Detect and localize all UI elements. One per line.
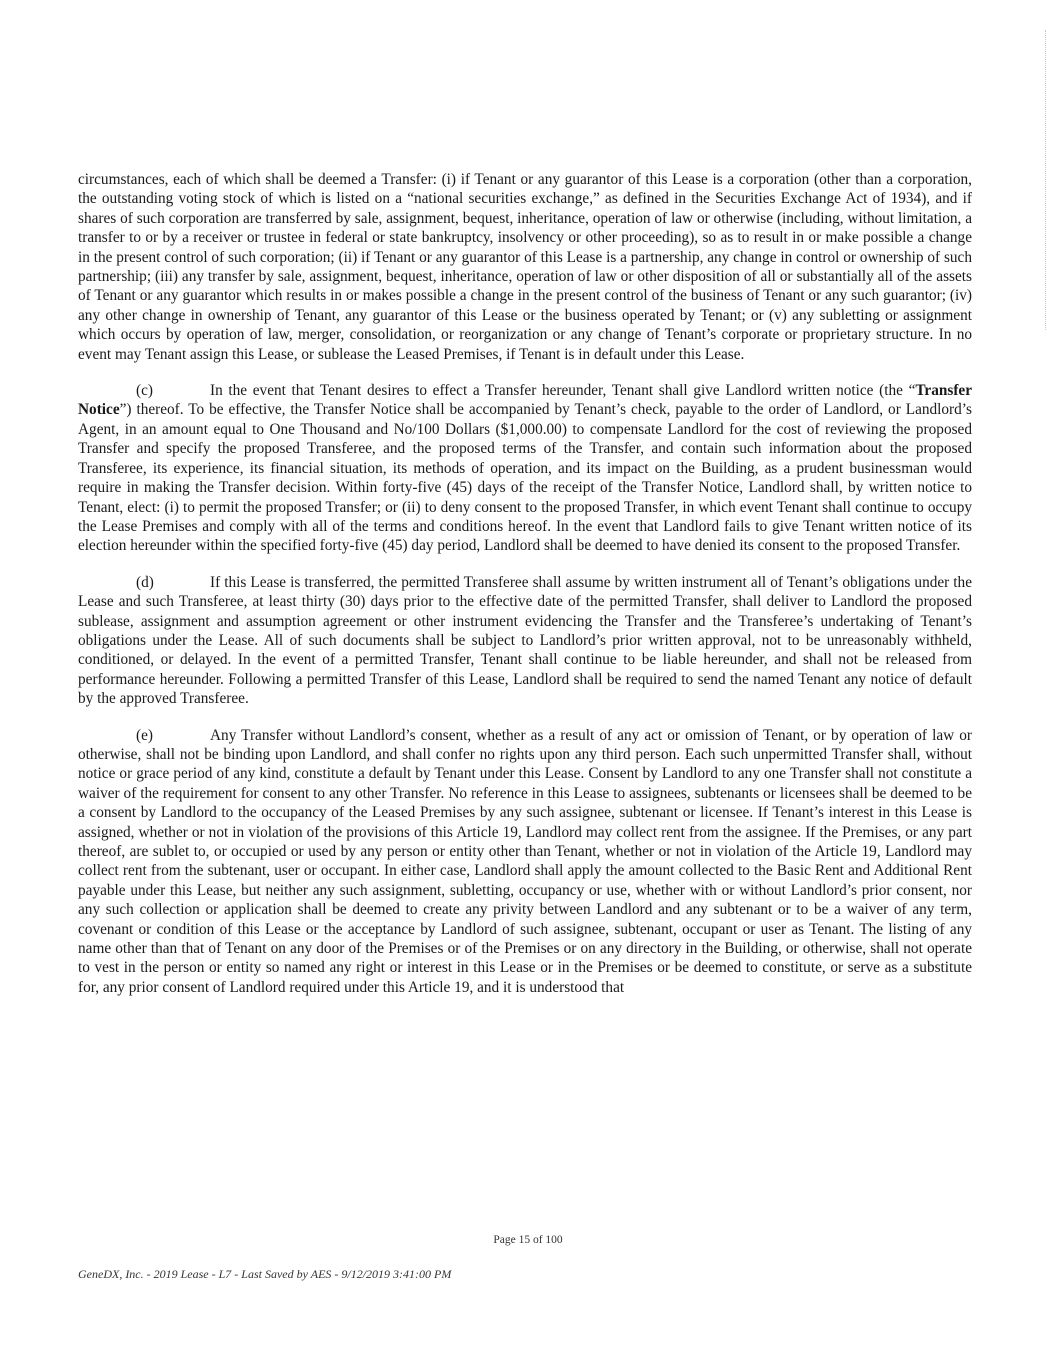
defined-term-transfer-notice: Transfer Notice — [78, 382, 972, 419]
paragraph-text: Any Transfer without Landlord’s consent, whether as a result of any act or omission of Tenant, or by operation of law or otherwise, shall not be binding upon Landlord, and shall confer no rights upon any third person. Each such unpermitted Transfer shall, without notice or grace period of any kind, constitute a default by Tenant under this Lease. Consent by Landlord to any one Transfer shall not constitute a waiver of the requirement for consent to any other Transfer. No reference in this Lease to assignees, subtenants or licensees shall be deemed to be a consent by Landlord to the occupancy of the Leased Premises by any such assignee, subtenant or licensee. If Tenant’s interest in this Lease is assigned, whether or not in violation of the provisions of this Article 19, Landlord may collect rent from the assignee. If the Premises, or any part thereof, are sublet to, or occupied or used by any person or entity other than Tenant, whether or not in violation of the Article 19, Landlord may collect rent from the subtenant, user or occupant. In either case, Landlord shall apply the amount collected to the Basic Rent and Additional Rent payable under this Lease, but neither any such assignment, subletting, occupancy or use, whether with or without Landlord’s prior consent, nor any such collection or application shall be deemed to create any privity between Landlord and any subtenant or to be a waiver of any term, covenant or condition of this Lease or the acceptance by Landlord of such assignee, subtenant, occupant or user as Tenant. The listing of any name other than that of Tenant on any door of the Premises or of the Premises or on any directory in the Building, or otherwise, shall not operate to vest in the person or entity so named any right or interest in this Lease or in the Premises or be deemed to constitute, or serve as a substitute for, any prior consent of Landlord required under this Article 19, and it is understood that — [78, 726, 972, 996]
paragraph-label: (d) — [136, 573, 154, 591]
margin-scan-mark — [1045, 30, 1050, 330]
paragraph-e — [78, 726, 972, 998]
paragraph-label: (c) — [136, 382, 153, 400]
paragraph-label: (e) — [136, 726, 153, 744]
paragraph-continuation — [78, 170, 972, 364]
paragraph-text: If this Lease is transferred, the permitted Transferee shall assume by written instrument all of Tenant’s obligations under the Lease and such Transferee, at least thirty (30) days prior to the effective date of the permitted Transfer, shall deliver to Landlord the proposed sublease, assignment and assumption agreement or other instrument evidencing the Transfer and the Transferee’s undertaking of Tenant’s obligations under the Lease. All of such documents shall be subject to Landlord’s prior written approval, not to be unreasonably withheld, conditioned, or delayed. In the event of a permitted Transfer, Tenant shall continue to be liable hereunder, and shall not be released from performance hereunder. Following a permitted Transfer of this Lease, Landlord shall be required to send the named Tenant any notice of default by the approved Transferee. — [78, 573, 972, 708]
document-footer: GeneDX, Inc. - 2019 Lease - L7 - Last Saved by AES - 9/12/2019 3:41:00 PM — [78, 1267, 452, 1281]
paragraph-c — [78, 381, 972, 556]
paragraph-text-before-bold: In the event that Tenant desires to effect a Transfer hereunder, Tenant shall give Landlord written notice (the “ — [210, 382, 916, 400]
page-number: Page 15 of 100 — [493, 1234, 563, 1246]
paragraph-d — [78, 573, 972, 709]
paragraph-text: circumstances, each of which shall be deemed a Transfer: (i) if Tenant or any guarantor of this Lease is a corporation (other than a corporation, the outstanding voting stock of which is listed on a “national securities exchange,” as defined in the Securities Exchange Act of 1934), and if shares of such corporation are transferred by sale, assignment, bequest, inheritance, operation of law or otherwise (including, without limitation, a transfer to or by a receiver or trustee in federal or state bankruptcy, insolvency or other proceeding), so as to result in or make possible a change in the present control of such corporation; (ii) if Tenant or any guarantor of this Lease is a partnership, any change in control or ownership of such partnership; (iii) any transfer by sale, assignment, bequest, inheritance, operation of law or other disposition of all or substantially all of the assets of Tenant or any guarantor which results in or makes possible a change in the present control of the business of Tenant or any such guarantor; (iv) any other change in ownership of Tenant, any guarantor of this Lease or the business operated by Tenant; or (v) any subletting or assignment which occurs by operation of law, merger, consolidation, or reorganization or any change of Tenant’s corporate or proprietary structure. In no event may Tenant assign this Lease, or sublease the Leased Premises, if Tenant is in default under this Lease. — [78, 171, 972, 363]
paragraph-text-after-bold: ”) thereof. To be effective, the Transfer Notice shall be accompanied by Tenant’s check, payable to the order of Landlord, or Landlord’s Agent, in an amount equal to One Thousand and No/100 Dollars ($1,000.00) to compensate Landlord for the cost of reviewing the proposed Transfer and specify the proposed Transferee, and the proposed terms of the Transfer, and contain such information about the proposed Transferee, its experience, its financial situation, its methods of operation, and its impact on the Building, as a prudent businessman would require in making the Transfer decision. Within forty-five (45) days of the receipt of the Transfer Notice, Landlord shall, by written notice to Tenant, elect: (i) to permit the proposed Transfer; or (ii) to deny consent to the proposed Transfer, in which event Tenant shall continue to occupy the Lease Premises and comply with all of the terms and conditions hereof. In the event that Landlord fails to give Tenant written notice of its election hereunder within the specified forty-five (45) day period, Landlord shall be deemed to have denied its consent to the proposed Transfer. — [78, 401, 972, 555]
lease-body-text — [78, 170, 972, 1014]
